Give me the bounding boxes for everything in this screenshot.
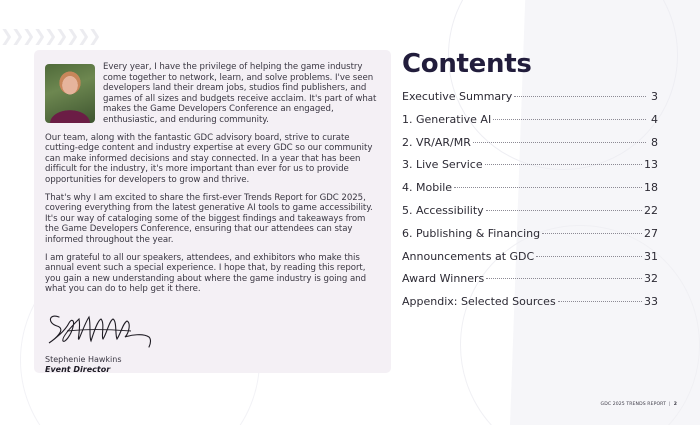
signer-title: Event Director [45,364,111,374]
toc-item-generative-ai[interactable] [402,113,658,136]
toc-page-number: 8 [651,135,658,149]
toc-page-number: 31 [644,249,658,263]
toc-page-number: 18 [644,181,658,195]
toc-item-announcements[interactable] [402,250,658,273]
dot-leader [454,187,642,188]
table-of-contents [402,48,658,318]
footer-separator: | [669,402,671,407]
signature-icon [45,309,155,349]
toc-item-label: Executive Summary [402,90,513,103]
dot-leader [542,233,642,234]
footer-page-number: 2 [673,402,677,407]
toc-item-label: 1. Generative AI [402,112,492,126]
chevron-right-icon: ❯ [88,26,102,45]
toc-item-label: 4. Mobile [402,181,453,195]
toc-item-live-service[interactable] [402,158,658,181]
letter-paragraph: Our team, along with the fantastic GDC advisory board, strive to curate cutting-edge content and industry expertise at every GDC so our community can make informed decisions and stay connected. In a year that has been difficult for the industry, it's more important than ever for us to provide opportunities for developers to grow and thrive. [45,132,373,185]
page-title: Contents [402,49,532,79]
toc-list [402,90,658,318]
toc-page-number: 33 [644,295,658,309]
chevron-right-icon: ❯ [44,26,58,45]
dot-leader [473,142,646,143]
page-footer [601,402,677,407]
toc-item-label: Appendix: Selected Sources [402,295,556,309]
toc-item-label: 6. Publishing & Financing [402,226,541,240]
chevron-right-icon: ❯ [0,26,14,45]
letter-intro [45,62,380,126]
signer-name: Stephenie Hawkins [45,354,122,364]
toc-item-label: Announcements at GDC [402,249,535,263]
toc-item-label: 3. Live Service [402,158,483,172]
chevron-pattern-decoration [0,26,102,45]
chevron-right-icon: ❯ [22,26,36,45]
toc-item-accessibility[interactable] [402,204,658,227]
toc-item-label: Award Winners [402,272,485,286]
dot-leader [493,119,646,120]
toc-page-number: 27 [644,226,658,240]
dot-leader [486,210,642,211]
welcome-letter-card [34,50,391,373]
chevron-right-icon: ❯ [33,26,47,45]
chevron-right-icon: ❯ [66,26,80,45]
chevron-right-icon: ❯ [77,26,91,45]
dot-leader [486,278,642,279]
chevron-right-icon: ❯ [55,26,69,45]
portrait-photo-icon [45,64,95,123]
letter-paragraph: Every year, I have the privilege of helping the game industry come together to network, learn, and solve problems. I've seen developers land their dream jobs, studios find publishers, and games of all sizes and budgets receive acclaim. It's part of what makes the Game Developers Conference an engaged, enthusiastic, and enduring community. [103,62,377,125]
toc-item-appendix[interactable] [402,295,658,318]
toc-page-number: 22 [644,203,658,217]
toc-item-executive-summary[interactable] [402,90,658,113]
dot-leader [485,164,642,165]
chevron-right-icon: ❯ [11,26,25,45]
toc-item-vr-ar-mr[interactable] [402,136,658,159]
toc-item-award-winners[interactable] [402,272,658,295]
toc-item-label: 5. Accessibility [402,203,484,217]
toc-page-number: 4 [651,112,658,126]
toc-page-number: 13 [644,158,658,172]
letter-paragraph: I am grateful to all our speakers, attendees, and exhibitors who make this annual event such a special experience. I hope that, by reading this report, you gain a new understanding about where the game industry is going and what you can do to help get it there. [45,252,366,295]
toc-item-mobile[interactable] [402,181,658,204]
dot-leader [536,256,642,257]
toc-page-number: 32 [644,272,658,286]
toc-item-label: 2. VR/AR/MR [402,135,471,149]
toc-item-publishing-financing[interactable] [402,227,658,250]
letter-paragraph: That's why I am excited to share the first-ever Trends Report for GDC 2025, covering everything from the latest generative AI tools to game accessibility. It's our way of cataloging some of the biggest findings and takeaways from the Game Developers Conference, ensuring that our attendees can stay informed throughout the year. [45,192,373,245]
toc-page-number: 3 [651,90,658,103]
dot-leader [558,301,642,302]
dot-leader [514,96,646,97]
footer-report-name: GDC 2025 TRENDS REPORT [600,402,667,407]
